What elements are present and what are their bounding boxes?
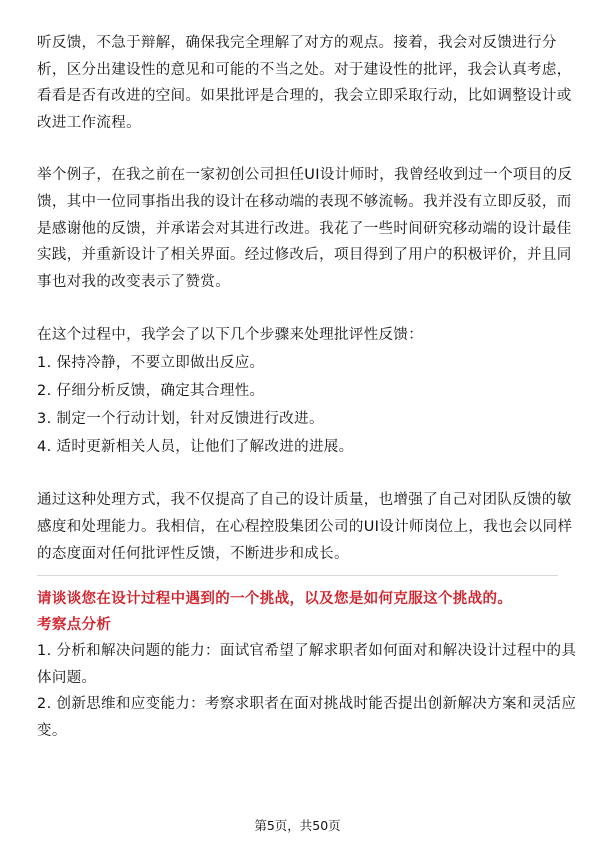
list-item: 1. 保持冷静，不要立即做出反应。 [37,355,265,372]
paragraph-conclusion [37,487,573,567]
text-line: 感度和处理能力。我相信，在心程控股集团公司的UI设计师岗位上，我也会以同样 [37,518,573,535]
analysis-item [37,691,577,744]
spacer [37,461,558,487]
paragraph-example [37,162,573,295]
text-line: 举个例子，在我之前在一家初创公司担任UI设计师时，我曾经收到过一个项目的反 [37,167,573,184]
text-line: 实践，并重新设计了相关界面。经过修改后，项目得到了用户的积极评价，并且同 [37,247,572,264]
paragraph-feedback-handling [37,30,572,136]
text-line: 是感谢他的反馈，并承诺会对其进行改进。我花了一些时间研究移动端的设计最佳 [37,220,572,237]
page-number-footer: 第5页，共50页 [254,818,341,833]
list-item: 2. 仔细分析反馈，确定其合理性。 [37,383,265,400]
spacer [37,136,558,162]
text-line: 听反馈，不急于辩解，确保我完全理解了对方的观点。接着，我会对反馈进行分 [37,35,557,51]
steps-intro: 在这个过程中，我学会了以下几个步骤来处理批评性反馈： [37,327,424,344]
section-divider [37,575,558,576]
analysis-heading: 考察点分析 [37,617,112,634]
text-line: 1. 分析和解决问题的能力：面试官希望了解求职者如何面对和解决设计过程中的具 [37,643,577,660]
text-line: 看看是否有改进的空间。如果批评是合理的，我会立即采取行动，比如调整设计或 [37,88,572,105]
text-line: 馈，其中一位同事指出我的设计在移动端的表现不够流畅。我并没有立即反驳，而 [37,193,572,210]
text-line: 通过这种处理方式，我不仅提高了自己的设计质量，也增强了自己对团队反馈的敏 [37,492,572,509]
interview-question: 请谈谈您在设计过程中遇到的一个挑战，以及您是如何克服这个挑战的。 [37,591,513,608]
list-item: 4. 适时更新相关人员，让他们了解改进的进展。 [37,439,354,456]
text-line: 改进工作流程。 [37,114,141,131]
text-line: 的态度面对任何批评性反馈，不断进步和成长。 [37,545,349,562]
text-line: 变。 [37,722,67,739]
text-line: 析，区分出建设性的意见和可能的不当之处。对于建设性的批评，我会认真考虑， [37,61,572,78]
text-line: 体问题。 [37,669,97,686]
spacer [37,295,558,321]
text-line: 2. 创新思维和应变能力：考察求职者在面对挑战时能否提出创新解决方案和灵活应 [37,696,577,713]
page-content [37,30,577,745]
list-item: 3. 制定一个行动计划，针对反馈进行改进。 [37,411,324,428]
text-line: 事也对我的改变表示了赞赏。 [37,273,231,290]
analysis-item [37,638,577,691]
